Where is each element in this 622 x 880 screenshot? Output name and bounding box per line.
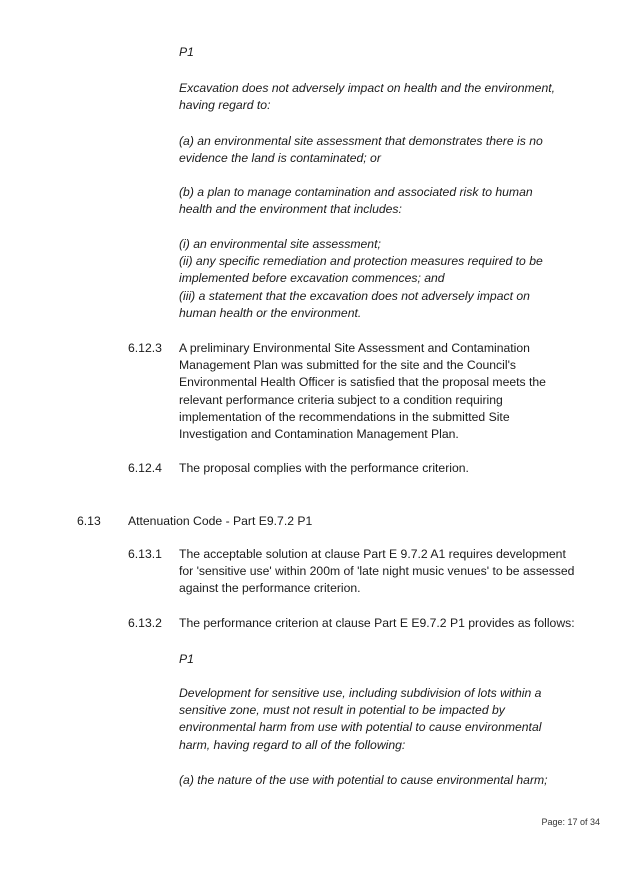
text-line: Investigation and Contamination Management Plan. [179, 427, 459, 442]
text-line: implementation of the recommendations in the submitted Site [179, 409, 510, 424]
text-line: relevant performance criteria subject to a condition requiring [179, 392, 503, 407]
text-line: A preliminary Environmental Site Assessment and Contamination [179, 341, 530, 355]
para-6-13-1-text [179, 546, 599, 598]
page-number-footer: Page: 17 of 34 [541, 817, 600, 827]
text-line: (ii) any specific remediation and protection measures required to be [179, 254, 543, 269]
quote1-item-b [179, 184, 599, 218]
para-6-12-3-text [179, 340, 599, 443]
text-line: health and the environment that includes: [179, 202, 402, 217]
quote2-intro [179, 685, 599, 754]
text-line: against the performance criterion. [179, 581, 361, 596]
text-line: harm, having regard to all of the following: [179, 737, 406, 752]
text-line: Development for sensitive use, including subdivision of lots within a [179, 686, 542, 700]
text-line: (i) an environmental site assessment; [179, 237, 381, 251]
text-line: Excavation does not adversely impact on health and the environment, [179, 81, 556, 95]
para-6-13-2-text: The performance criterion at clause Part E E9.7.2 P1 provides as follows: [179, 616, 575, 630]
quote1-label: P1 [179, 45, 194, 59]
text-line: (a) an environmental site assessment that demonstrates there is no [179, 134, 543, 148]
para-number: 6.13.2 [128, 616, 162, 630]
text-line: (iii) a statement that the excavation does not adversely impact on [179, 288, 530, 303]
text-line: having regard to: [179, 98, 271, 113]
section-heading: Attenuation Code - Part E9.7.2 P1 [128, 514, 313, 528]
text-line: for 'sensitive use' within 200m of 'late night music venues' to be assessed [179, 564, 575, 579]
text-line: Management Plan was submitted for the site and the Council's [179, 358, 516, 373]
quote1-item-a [179, 133, 599, 167]
text-line: environmental harm from use with potential to cause environmental [179, 720, 542, 735]
text-line: evidence the land is contaminated; or [179, 151, 381, 166]
quote2-item-a: (a) the nature of the use with potential to cause environmental harm; [179, 773, 548, 787]
text-line: implemented before excavation commences; and [179, 271, 445, 286]
text-line: (b) a plan to manage contamination and associated risk to human [179, 185, 533, 199]
quote1-sub-items [179, 236, 599, 322]
quote2-label: P1 [179, 652, 194, 666]
quote1-intro [179, 80, 599, 114]
para-6-12-4-text: The proposal complies with the performance criterion. [179, 461, 469, 475]
text-line: Environmental Health Officer is satisfied that the proposal meets the [179, 375, 546, 390]
text-line: human health or the environment. [179, 305, 362, 320]
para-number: 6.12.4 [128, 461, 162, 475]
para-number: 6.13.1 [128, 547, 162, 561]
text-line: The acceptable solution at clause Part E 9.7.2 A1 requires development [179, 547, 566, 561]
section-number: 6.13 [77, 514, 101, 528]
text-line: sensitive zone, must not result in potential to be impacted by [179, 703, 505, 718]
para-number: 6.12.3 [128, 341, 162, 355]
